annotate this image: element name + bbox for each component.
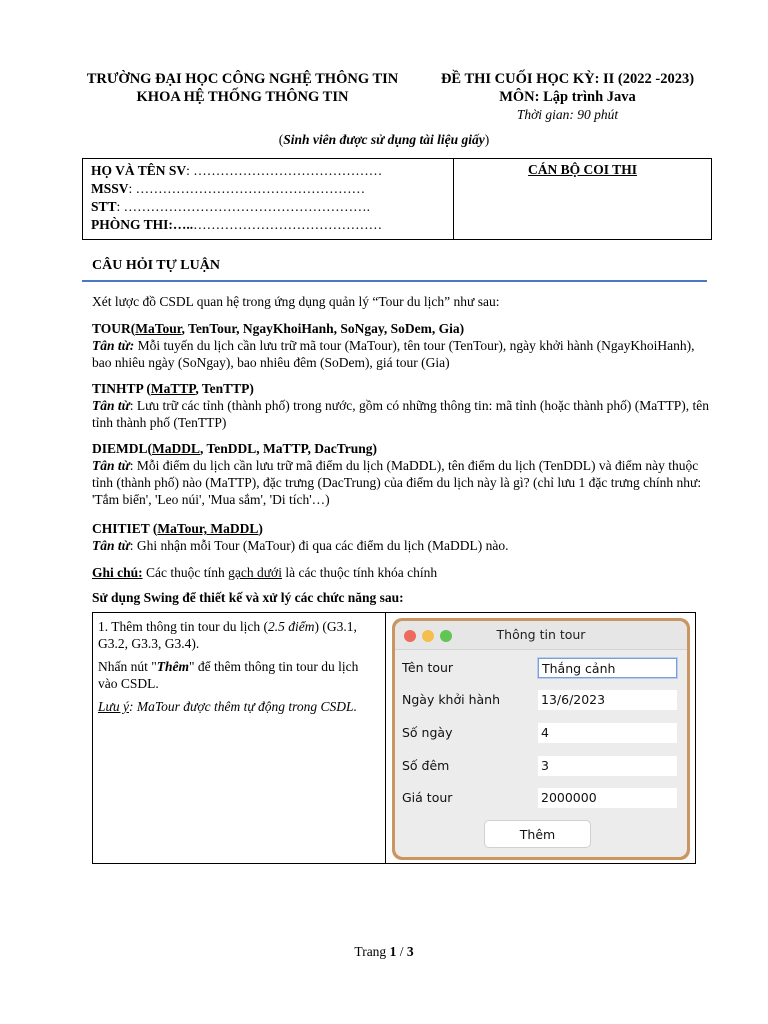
exam-title: ĐỀ THI CUỐI HỌC KỲ: II (2022 -2023) — [440, 71, 695, 87]
nights-input[interactable]: 3 — [538, 756, 677, 776]
tour-schema — [92, 320, 712, 371]
tinhtp-schema — [92, 380, 712, 431]
nights-label: Số đêm — [402, 758, 450, 773]
student-fields — [91, 162, 382, 234]
days-label: Số ngày — [402, 725, 453, 740]
tour-name-input[interactable]: Thắng cảnh — [538, 658, 677, 678]
add-tour-button[interactable]: Thêm — [484, 820, 591, 848]
diemdl-description: Tân từ: Mỗi điểm du lịch cần lưu trữ mã điểm du lịch (MaDDL), tên điểm du lịch (TenDDL) và điểm này thuộc tỉnh (thành phố) nào (MaTTP), đặc trưng (DacTrung) của điểm du lịch này là gì? (chỉ lưu 1 đặc trưng chính như: 'Tắm biển', 'Leo núi', 'Mua sắm', 'Di tích'…) — [92, 458, 702, 507]
section-title: CÂU HỎI TỰ LUẬN — [92, 258, 220, 273]
question-table-divider — [385, 613, 386, 863]
tinhtp-description: Tân từ: Lưu trữ các tỉnh (thành phố) trong nước, gồm có những thông tin: mã tỉnh (hoặc thành phố) (MaTTP), tên tỉnh thành phố (TenTTP) — [92, 398, 710, 430]
exam-note: (Sinh viên được sử dụng tài liệu giấy) — [278, 132, 490, 147]
days-input[interactable]: 4 — [538, 723, 677, 743]
faculty-name: KHOA HỆ THỐNG THÔNG TIN — [136, 89, 349, 105]
swing-instruction: Sử dụng Swing để thiết kế và xử lý các chức năng sau: — [92, 590, 404, 605]
chitiet-description: Tân từ: Ghi nhận mỗi Tour (MaTour) đi qua các điểm du lịch (MaDDL) nào. — [92, 538, 509, 553]
section-rule — [82, 280, 707, 282]
student-mssv-line: MSSV: …………………………………………… — [91, 181, 366, 196]
window-content — [395, 621, 687, 857]
window-titlebar — [395, 621, 687, 650]
university-name: TRƯỜNG ĐẠI HỌC CÔNG NGHỆ THÔNG TIN — [86, 71, 399, 87]
window-title: Thông tin tour — [496, 627, 586, 642]
tour-name-label: Tên tour — [402, 660, 454, 675]
exam-subject: MÔN: Lập trình Java — [499, 89, 636, 105]
school-header — [80, 70, 405, 106]
primary-key-note: Ghi chú: Các thuộc tính gạch dưới là các thuộc tính khóa chính — [92, 565, 438, 580]
tour-relation: TOUR(MaTour, TenTour, NgayKhoiHanh, SoNgay, SoDem, Gia) — [92, 321, 465, 336]
student-stt-line: STT: ………………………………………………. — [91, 199, 371, 214]
question-1-note: Lưu ý: MaTour được thêm tự động trong CSDL. — [98, 699, 357, 714]
student-info-box — [82, 158, 712, 240]
page-number: Trang 1 / 3 — [354, 944, 414, 959]
departure-date-input[interactable]: 13/6/2023 — [538, 690, 677, 710]
exam-time: Thời gian: 90 phút — [516, 107, 619, 122]
exam-room-line: PHÒNG THI:…..…………………………………… — [91, 217, 383, 232]
diemdl-relation: DIEMDL(MaDDL, TenDDL, MaTTP, DacTrung) — [92, 441, 378, 456]
tour-info-window — [392, 618, 690, 860]
question-1-text — [98, 618, 380, 715]
intro-text: Xét lược đồ CSDL quan hệ trong ứng dụng quản lý “Tour du lịch” như sau: — [92, 294, 500, 309]
question-1-instruction: Nhấn nút "Thêm" để thêm thông tin tour du lịch vào CSDL. — [98, 659, 359, 691]
question-1-title: 1. Thêm thông tin tour du lịch (2.5 điểm) (G3.1, G3.2, G3.3, G3.4). — [98, 619, 357, 651]
departure-date-label: Ngày khởi hành — [402, 692, 500, 707]
exam-header — [425, 70, 710, 124]
chitiet-relation: CHITIET (MaTour, MaDDL) — [92, 521, 263, 536]
proctor-label: CÁN BỘ COI THI — [528, 162, 637, 177]
price-label: Giá tour — [402, 790, 453, 805]
student-name-line: HỌ VÀ TÊN SV: …………………………………… — [91, 163, 383, 178]
tinhtp-relation: TINHTP (MaTTP, TenTTP) — [92, 381, 254, 396]
diemdl-schema — [92, 440, 712, 508]
chitiet-schema — [92, 520, 712, 554]
price-input[interactable]: 2000000 — [538, 788, 677, 808]
tour-description: Tân từ: Mỗi tuyến du lịch cần lưu trữ mã tour (MaTour), tên tour (TenTour), ngày khởi hành (NgayKhoiHanh), bao nhiêu ngày (SoNgay), bao nhiêu đêm (SoDem), giá tour (Gia) — [92, 338, 695, 370]
